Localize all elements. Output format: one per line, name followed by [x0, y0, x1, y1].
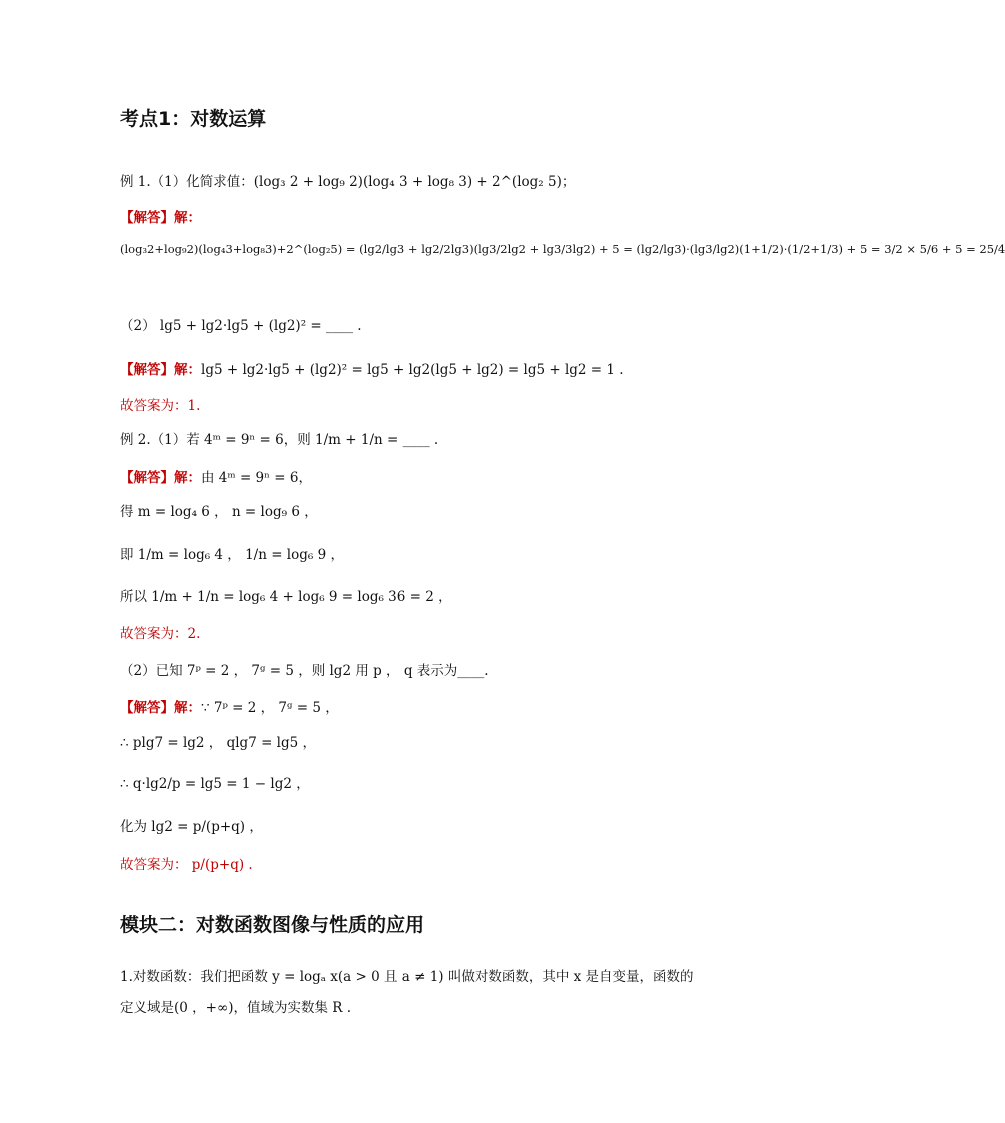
example-2-step-3: 即 1/m = log₆ 4 ， 1/n = log₆ 9 ， — [120, 547, 344, 563]
example-2-step-2: 得 m = log₄ 6 ， n = log₉ 6 ， — [120, 504, 318, 520]
example-2-2-step-3: ∴ q·lg2/p = lg5 = 1 − lg2 ， — [120, 776, 310, 792]
definition-line-1: 1.对数函数：我们把函数 y = logₐ x(a > 0 且 a ≠ 1) 叫做对数函数，其中 x 是自变量，函数的 — [120, 969, 694, 985]
example-1-question-1: 例 1.（1）化简求值：(log₃ 2 + log₉ 2)(log₄ 3 + log₈ 3) + 2^(log₂ 5)； — [120, 174, 576, 190]
example-1-solution-1: (log₃2+log₉2)(log₄3+log₈3)+2^(log₂5) = (lg2/lg3 + lg2/2lg3)(lg3/2lg2 + lg3/3lg2) + 5 = (lg2/lg3)·(lg3/lg2)(1+1/2)·(1/2+1/3) + 5 = 3/2 × 5/6 + 5 = 25/4 — [120, 242, 1005, 256]
step-1-text: 由 4ᵐ = 9ⁿ = 6， — [201, 470, 312, 486]
answer-2-2: 故答案为： p/(p+q) . — [120, 857, 253, 873]
example-1-solution-2 — [120, 358, 624, 378]
solution-2-text: lg5 + lg2·lg5 + (lg2)² = lg5 + lg2(lg5 + lg2) = lg5 + lg2 = 1 . — [201, 362, 624, 378]
section-heading-2: 模块二：对数函数图像与性质的应用 — [120, 914, 425, 936]
example-2-question-1: 例 2.（1）若 4ᵐ = 9ⁿ = 6，则 1/m + 1/n = ____ . — [120, 432, 439, 448]
example-1-question-2: （2） lg5 + lg2·lg5 + (lg2)² = ____ . — [120, 318, 362, 334]
definition-line-2: 定义域是(0 ，+∞)，值域为实数集 R . — [120, 1000, 352, 1016]
example-2-2-step-4: 化为 lg2 = p/(p+q) ， — [120, 819, 263, 835]
example-2-step-4: 所以 1/m + 1/n = log₆ 4 + log₆ 9 = log₆ 36 = 2 ， — [120, 589, 452, 605]
example-2-2-step-2: ∴ plg7 = lg2 ， qlg7 = lg5 ， — [120, 735, 317, 751]
step-text: ∵ 7ᵖ = 2 ， 7ᵍ = 5 ， — [201, 700, 339, 716]
solution-tag: 【解答】解： — [120, 700, 201, 716]
section-heading-1: 考点1：对数运算 — [120, 108, 267, 130]
solution-tag: 【解答】解： — [120, 362, 201, 378]
solution-tag: 【解答】解： — [120, 210, 201, 226]
answer-1-2: 故答案为：1. — [120, 398, 201, 414]
example-2-step-1 — [120, 466, 312, 486]
example-2-question-2: （2）已知 7ᵖ = 2 ， 7ᵍ = 5 ，则 lg2 用 p ， q 表示为____. — [120, 663, 489, 679]
answer-2-1: 故答案为：2. — [120, 626, 201, 642]
solution-tag: 【解答】解： — [120, 470, 201, 486]
example-2-2-step-1 — [120, 696, 339, 716]
